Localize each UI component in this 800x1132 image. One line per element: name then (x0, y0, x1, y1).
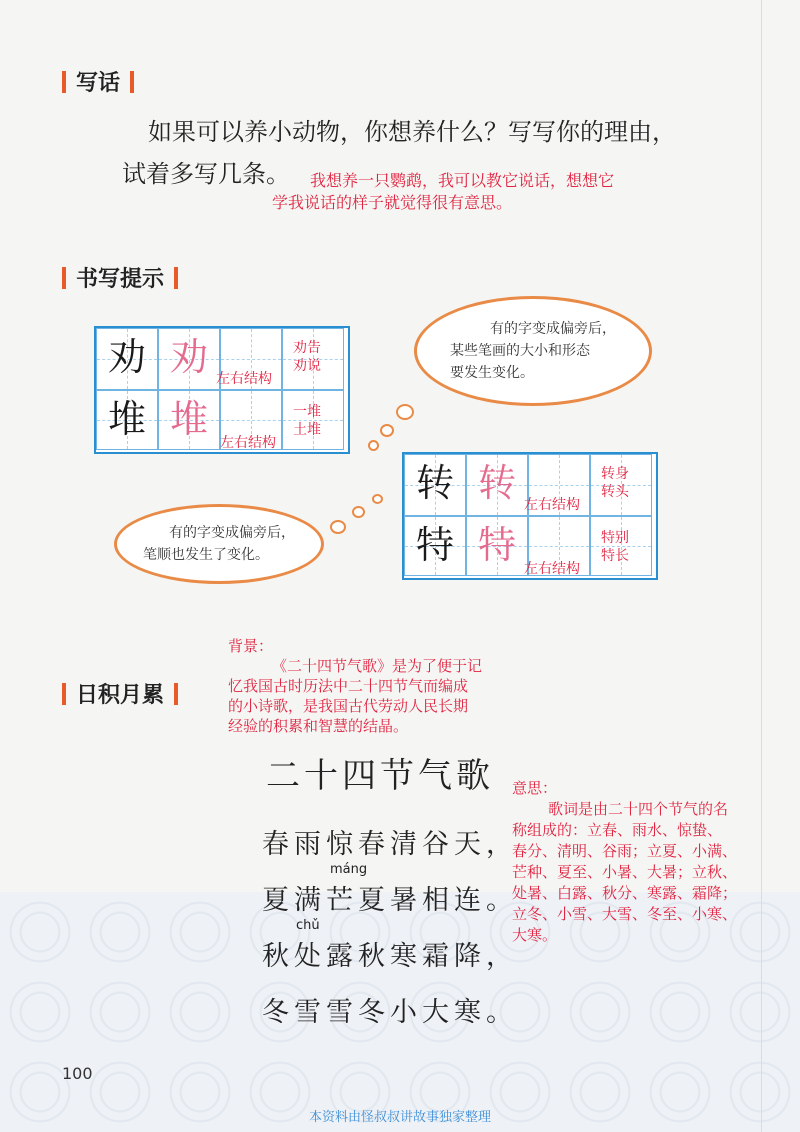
bubble-text: 有的字变成偏旁后， (490, 321, 616, 337)
accent-bar (130, 71, 134, 93)
poem-line-2: 夏满芒夏暑相连。 (262, 885, 518, 916)
background-line: 的小诗歌，是我国古代劳动人民长期 (228, 697, 469, 715)
structure-label: 左右结构 (524, 497, 580, 513)
accent-bar (62, 267, 66, 289)
model-char: 特 (415, 523, 454, 567)
background-label: 背景： (228, 637, 274, 655)
writing-prompt-line2: 试着多写几条。 (122, 160, 290, 188)
writing-prompt-line1: 如果可以养小动物，你想养什么？写写你的理由， (148, 118, 676, 146)
tip-bubble-1 (414, 296, 652, 406)
word: 转头 (601, 484, 629, 500)
writing-grid-1 (94, 326, 350, 454)
word-list (601, 529, 629, 565)
poem-title: 二十四节气歌 (266, 756, 494, 796)
pinyin-chu: chǔ (296, 918, 320, 933)
page-number: 100 (62, 1064, 93, 1083)
word: 一堆 (293, 404, 321, 420)
meaning-line: 立冬、小雪、大雪、冬至、小寒、 (512, 905, 738, 923)
tracing-char: 转 (477, 461, 516, 505)
model-char: 转 (415, 461, 454, 505)
grid-cell (590, 454, 652, 516)
accent-bar (174, 267, 178, 289)
grid-cell (590, 516, 652, 576)
meaning-note (512, 778, 737, 946)
section-title-text: 日积月累 (76, 683, 165, 708)
section-title-text: 书写提示 (76, 267, 165, 292)
answer-line1: 我想养一只鹦鹉，我可以教它说话，想想它 (310, 171, 615, 190)
word-list (293, 403, 321, 439)
thought-dot (368, 440, 379, 451)
grid-cell (466, 454, 528, 516)
grid-cell (96, 328, 158, 390)
word-list (601, 465, 629, 501)
writing-grid-2 (402, 452, 658, 580)
bubble-text: 有的字变成偏旁后， (169, 525, 295, 541)
structure-label: 左右结构 (216, 371, 272, 387)
thought-dot (380, 424, 394, 437)
background-note (228, 636, 482, 736)
meaning-line: 处暑、白露、秋分、寒露、霜降； (512, 884, 738, 902)
word: 土堆 (293, 422, 321, 438)
grid-cell (158, 390, 220, 450)
meaning-line: 芒种、夏至、小暑、大暑；立秋、 (512, 863, 738, 881)
model-char: 劝 (107, 335, 146, 379)
grid-cell (158, 328, 220, 390)
background-line: 经验的积累和智慧的结晶。 (228, 717, 409, 735)
model-char: 堆 (107, 397, 146, 441)
accent-bar (62, 71, 66, 93)
tip-bubble-2 (114, 504, 324, 584)
word: 劝说 (293, 358, 321, 374)
grid-cell (282, 328, 344, 390)
thought-dot (352, 506, 365, 518)
meaning-line: 歌词是由二十四个节气的名 (548, 800, 729, 818)
meaning-line: 大寒。 (512, 926, 558, 944)
grid-cell (466, 516, 528, 576)
thought-dot (330, 520, 346, 534)
bubble-text: 要发生变化。 (450, 365, 534, 381)
word: 特长 (601, 548, 629, 564)
thought-dot (396, 404, 414, 420)
structure-label: 左右结构 (220, 435, 276, 451)
word: 劝告 (293, 340, 321, 356)
section-title-text: 写话 (76, 71, 121, 96)
meaning-label: 意思： (512, 779, 558, 797)
bubble-text: 笔顺也发生了变化。 (143, 547, 269, 563)
accent-bar (62, 683, 66, 705)
structure-label: 左右结构 (524, 561, 580, 577)
accent-bar (174, 683, 178, 705)
word: 转身 (601, 466, 629, 482)
poem-line-1: 春雨惊春清谷天， (262, 829, 518, 860)
thought-dot (372, 494, 383, 504)
word-list (293, 339, 321, 375)
answer-line2: 学我说话的样子就觉得很有意思。 (272, 193, 513, 212)
tracing-char: 劝 (169, 335, 208, 379)
section-title-accumulate (52, 678, 188, 709)
grid-cell (96, 390, 158, 450)
meaning-line: 春分、清明、谷雨；立夏、小满、 (512, 842, 738, 860)
meaning-line: 称组成的：立春、雨水、惊蛰、 (512, 821, 723, 839)
poem-line-3: 秋处露秋寒霜降， (262, 941, 518, 972)
tracing-char: 堆 (169, 397, 208, 441)
pinyin-mang: máng (330, 862, 368, 877)
section-title-writing (52, 66, 144, 97)
background-line: 《二十四节气歌》是为了便于记 (272, 657, 483, 675)
background-line: 忆我国古时历法中二十四节气而编成 (228, 677, 469, 695)
grid-cell (404, 516, 466, 576)
grid-cell (404, 454, 466, 516)
footer-credit: 本资料由怪叔叔讲故事独家整理 (308, 1110, 491, 1125)
page-edge-line (761, 0, 762, 1132)
tracing-char: 特 (477, 523, 516, 567)
poem-line-4: 冬雪雪冬小大寒。 (262, 997, 518, 1028)
word: 特别 (601, 530, 629, 546)
bubble-text: 某些笔画的大小和形态 (450, 343, 590, 359)
section-title-handwriting (52, 262, 188, 293)
grid-cell (282, 390, 344, 450)
